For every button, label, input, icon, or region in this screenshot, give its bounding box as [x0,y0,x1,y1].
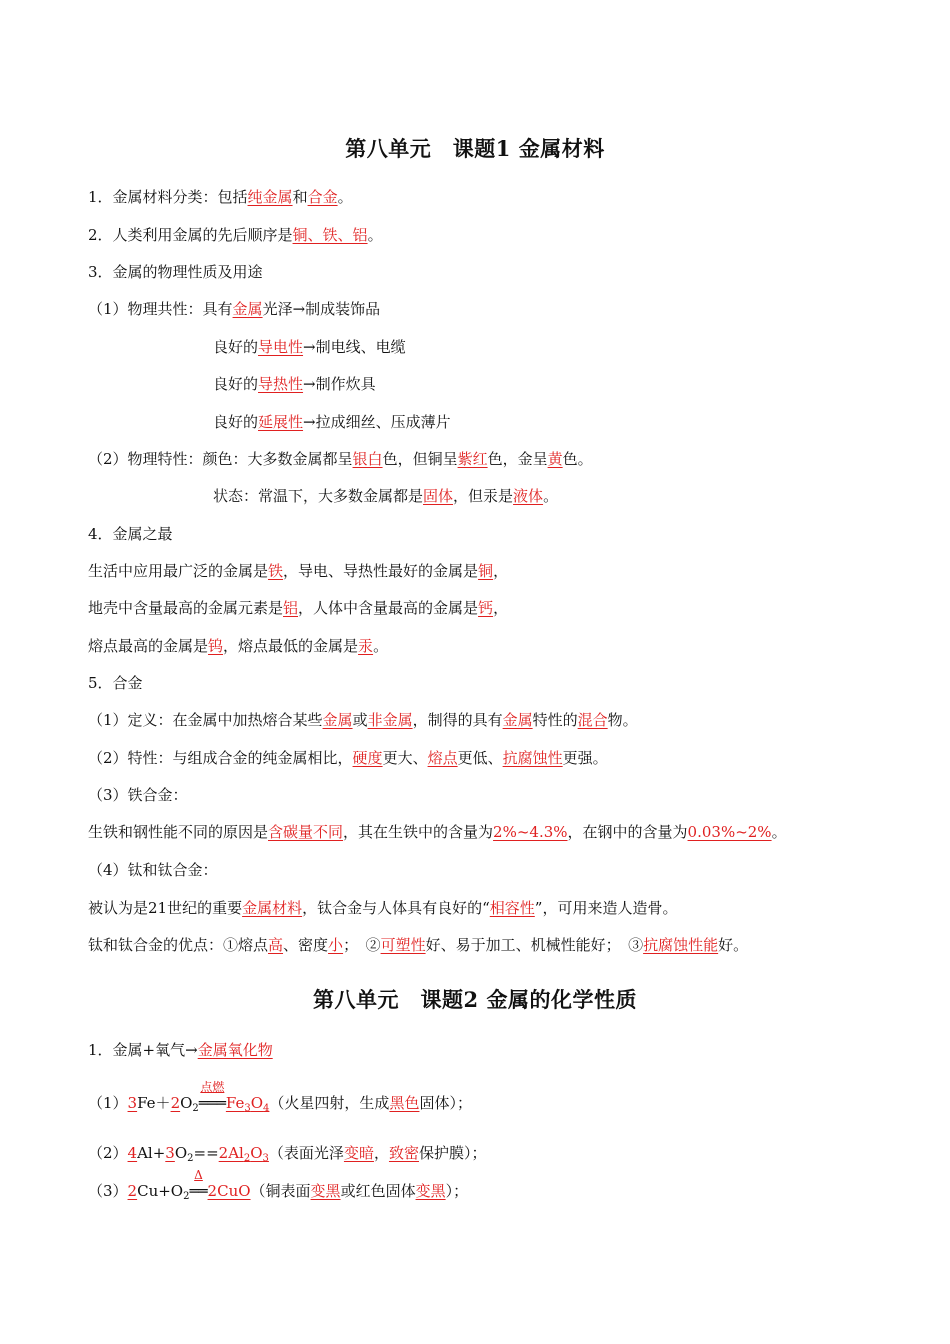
iron-alloy-heading: （3）铁合金： [88,786,188,804]
physical-common-2: 良好的导电性→制电线、电缆 [213,338,406,356]
reaction-condition: 点燃 ═══ [198,1080,226,1112]
item-3-heading: 3．金属的物理性质及用途 [88,263,263,281]
equation-aluminum: $(2)4Al+3O_2==2Al_2O_3$（表面光泽变暗，致密保护膜）； [88,1144,487,1164]
titanium-heading: （4）钛和钛合金： [88,861,218,879]
lesson1-title: 第八单元 课题1 金属材料 [345,136,605,161]
item-5-heading: 5．合金 [88,674,143,692]
physical-common-3: 良好的导热性→制作炊具 [213,375,376,393]
metal-superlative-2: 地壳中含量最高的金属元素是铝，人体中含量最高的金属是钙， [88,599,509,617]
physical-common-1: （1）物理共性：具有金属光泽→制成装饰品 [88,300,381,318]
physical-special-color: （2）物理特性：颜色：大多数金属都呈银白色，但铜呈紫红色，金呈黄色。 [88,450,593,468]
lesson2-title: 第八单元 课题2 金属的化学性质 [313,987,637,1012]
titanium-intro: 被认为是21世纪的重要金属材料，钛合金与人体具有良好的“相容性”，可用来造人造骨。 [88,899,678,917]
item-4-heading: 4．金属之最 [88,525,173,543]
physical-common-4: 良好的延展性→拉成细丝、压成薄片 [213,413,451,431]
reaction-condition: Δ ══ [189,1168,208,1200]
reaction-heading: 1．金属+氧气→金属氧化物 [88,1041,273,1059]
titanium-advantages: 钛和钛合金的优点：①熔点高、密度小； ②可塑性好、易于加工、机械性能好； ③抗腐蚀性能好。 [88,936,749,954]
physical-special-state: 状态：常温下，大多数金属都是固体，但汞是液体。 [213,487,559,505]
alloy-definition: （1）定义：在金属中加热熔合某些金属或非金属，制得的具有金属特性的混合物。 [88,711,638,729]
iron-alloy-carbon: 生铁和钢性能不同的原因是含碳量不同，其在生铁中的含量为2%~4.3%，在钢中的含量为0.03%~2%。 [88,823,787,841]
equation-iron: $(1)3Fe+2O_2$ 点燃 $═══Fe_3O_4$（火星四射，生成黑色固体）； [88,1080,472,1114]
item-1: 1．金属材料分类：包括纯金属和合金。 [88,188,353,206]
item-2: 2．人类利用金属的先后顺序是铜、铁、铝。 [88,226,383,244]
metal-superlative-3: 熔点最高的金属是钨，熔点最低的金属是汞。 [88,637,389,655]
equation-copper: $(3)2Cu+O_2$ Δ ══2CuO（铜表面变黑或红色固体变黑）； [88,1168,469,1202]
metal-superlative-1: 生活中应用最广泛的金属是铁，导电、导热性最好的金属是铜， [88,562,509,580]
alloy-property: （2）特性：与组成合金的纯金属相比，硬度更大、熔点更低、抗腐蚀性更强。 [88,749,608,767]
